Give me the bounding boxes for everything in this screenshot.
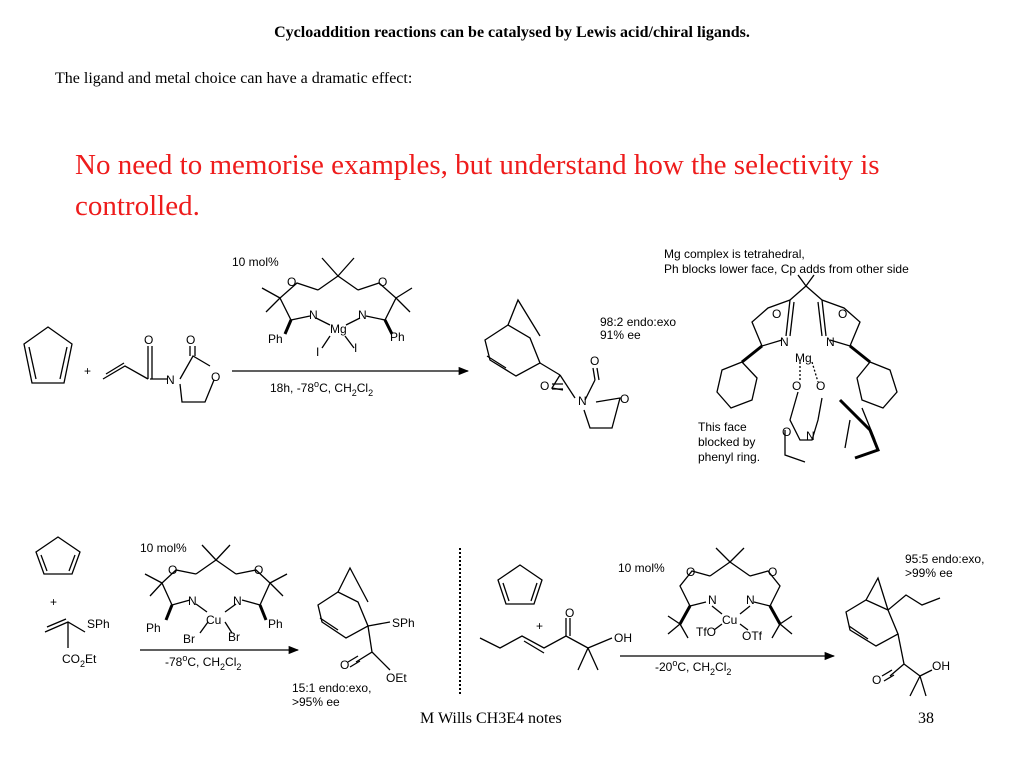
- conditions-1: 18h, -78$^o$C, $CH_2Cl_2$: [270, 379, 374, 398]
- box-n-left: N: [309, 308, 318, 322]
- conditions-3: -20$^o$C, $CH_2Cl_2$: [655, 658, 732, 677]
- bromide-right: Br: [228, 630, 240, 644]
- enone-oh: OH: [614, 631, 632, 645]
- red-note: No need to memorise examples, but understand how the selectivity is controlled.: [75, 149, 880, 222]
- conditions-2: -78$^o$C, $CH_2Cl_2$: [165, 653, 242, 672]
- cyclopentadiene-structure: [24, 327, 72, 383]
- model-o-ring: O: [782, 425, 792, 439]
- ester-group: $CO_2Et$: [62, 652, 97, 669]
- n-atom: N: [166, 373, 175, 387]
- product-o-2-carbonyl: O: [340, 658, 350, 672]
- product-n: N: [578, 394, 587, 408]
- cyclopentadiene-structure-2: [36, 537, 80, 574]
- selectivity-ratio-3: 95:5 endo:exo,: [905, 552, 985, 566]
- metal-label-2: Cu: [206, 613, 222, 627]
- model-o-coord-2: O: [816, 379, 826, 393]
- product-o-3: O: [620, 392, 630, 406]
- selectivity-ratio-2: 15:1 endo:exo,: [292, 681, 372, 695]
- face-note-line1: This face: [698, 420, 747, 434]
- enone-structure: [480, 618, 612, 670]
- face-note-line2: blocked by: [698, 435, 756, 449]
- page-number: 38: [918, 710, 934, 727]
- norbornene-product-2-structure: [318, 568, 390, 670]
- metal-label: Mg: [330, 322, 347, 336]
- plus-sign-3: +: [536, 619, 544, 633]
- plus-sign: +: [84, 364, 92, 378]
- selectivity-ee-3: >99% ee: [905, 566, 953, 580]
- metal-label-3: Cu: [722, 613, 738, 627]
- box3-o-right: O: [768, 565, 778, 579]
- face-note-line3: phenyl ring.: [698, 450, 761, 464]
- triflate-right: OTf: [742, 629, 762, 643]
- bromide-left: Br: [183, 632, 195, 646]
- box-o-left: O: [287, 275, 297, 289]
- model-note-line1: Mg complex is tetrahedral,: [664, 247, 805, 261]
- triflate-left: TfO: [696, 625, 716, 639]
- plus-sign-2: +: [50, 595, 58, 609]
- model-o-left: O: [772, 307, 782, 321]
- box3-o-left: O: [686, 565, 696, 579]
- model-n-right: N: [826, 335, 835, 349]
- acryloyl-oxazolidinone-structure: [103, 346, 214, 402]
- box2-o-left: O: [168, 563, 178, 577]
- ph-right: Ph: [390, 330, 405, 344]
- catalyst-loading-2: 10 mol%: [140, 541, 187, 555]
- box-n-right: N: [358, 308, 367, 322]
- reaction-2: [36, 537, 415, 709]
- model-n-imide: N: [806, 429, 815, 443]
- box3-n-right: N: [746, 593, 755, 607]
- footer-note: M Wills CH3E4 notes: [420, 710, 562, 727]
- sph-group: SPh: [87, 617, 110, 631]
- box3-n-left: N: [708, 593, 717, 607]
- product-oet-2: OEt: [386, 671, 407, 685]
- carbonyl-o-2: O: [186, 333, 196, 347]
- enone-o: O: [565, 606, 575, 620]
- model-o-coord-1: O: [792, 379, 802, 393]
- model-n-left: N: [780, 335, 789, 349]
- slide-subtitle: The ligand and metal choice can have a dramatic effect:: [55, 70, 413, 87]
- norbornene-product-3-structure: [846, 578, 940, 696]
- reaction-1: [24, 247, 909, 464]
- product-o: O: [540, 379, 550, 393]
- selectivity-ratio-1: 98:2 endo:exo: [600, 315, 677, 329]
- box2-o-right: O: [254, 563, 264, 577]
- iodide-left: I: [316, 345, 320, 359]
- carbonyl-o: O: [144, 333, 154, 347]
- selectivity-ee-1: 91% ee: [600, 328, 641, 342]
- model-o-right: O: [838, 307, 848, 321]
- catalyst-loading-3: 10 mol%: [618, 561, 665, 575]
- iodide-right: I: [354, 341, 358, 355]
- selectivity-ee-2: >95% ee: [292, 695, 340, 709]
- cyclopentadiene-structure-3: [498, 565, 542, 604]
- product-o-2: O: [590, 354, 600, 368]
- box-o-right: O: [378, 275, 388, 289]
- product-oh-3: OH: [932, 659, 950, 673]
- model-metal: Mg: [795, 351, 812, 365]
- product-o-3-carbonyl: O: [872, 673, 882, 687]
- reaction-3: [480, 548, 984, 696]
- ph-right-2: Ph: [268, 617, 283, 631]
- catalyst-loading: 10 mol%: [232, 255, 279, 269]
- model-note-line2: Ph blocks lower face, Cp adds from other side: [664, 262, 909, 276]
- vinyl-sulfide-ester-structure: [45, 619, 85, 648]
- box2-n-right: N: [233, 594, 242, 608]
- product-sph-2: SPh: [392, 616, 415, 630]
- slide-title: Cycloaddition reactions can be catalysed by Lewis acid/chiral ligands.: [274, 24, 750, 41]
- ph-left-2: Ph: [146, 621, 161, 635]
- ring-o: O: [211, 370, 221, 384]
- box2-n-left: N: [188, 594, 197, 608]
- ph-left: Ph: [268, 332, 283, 346]
